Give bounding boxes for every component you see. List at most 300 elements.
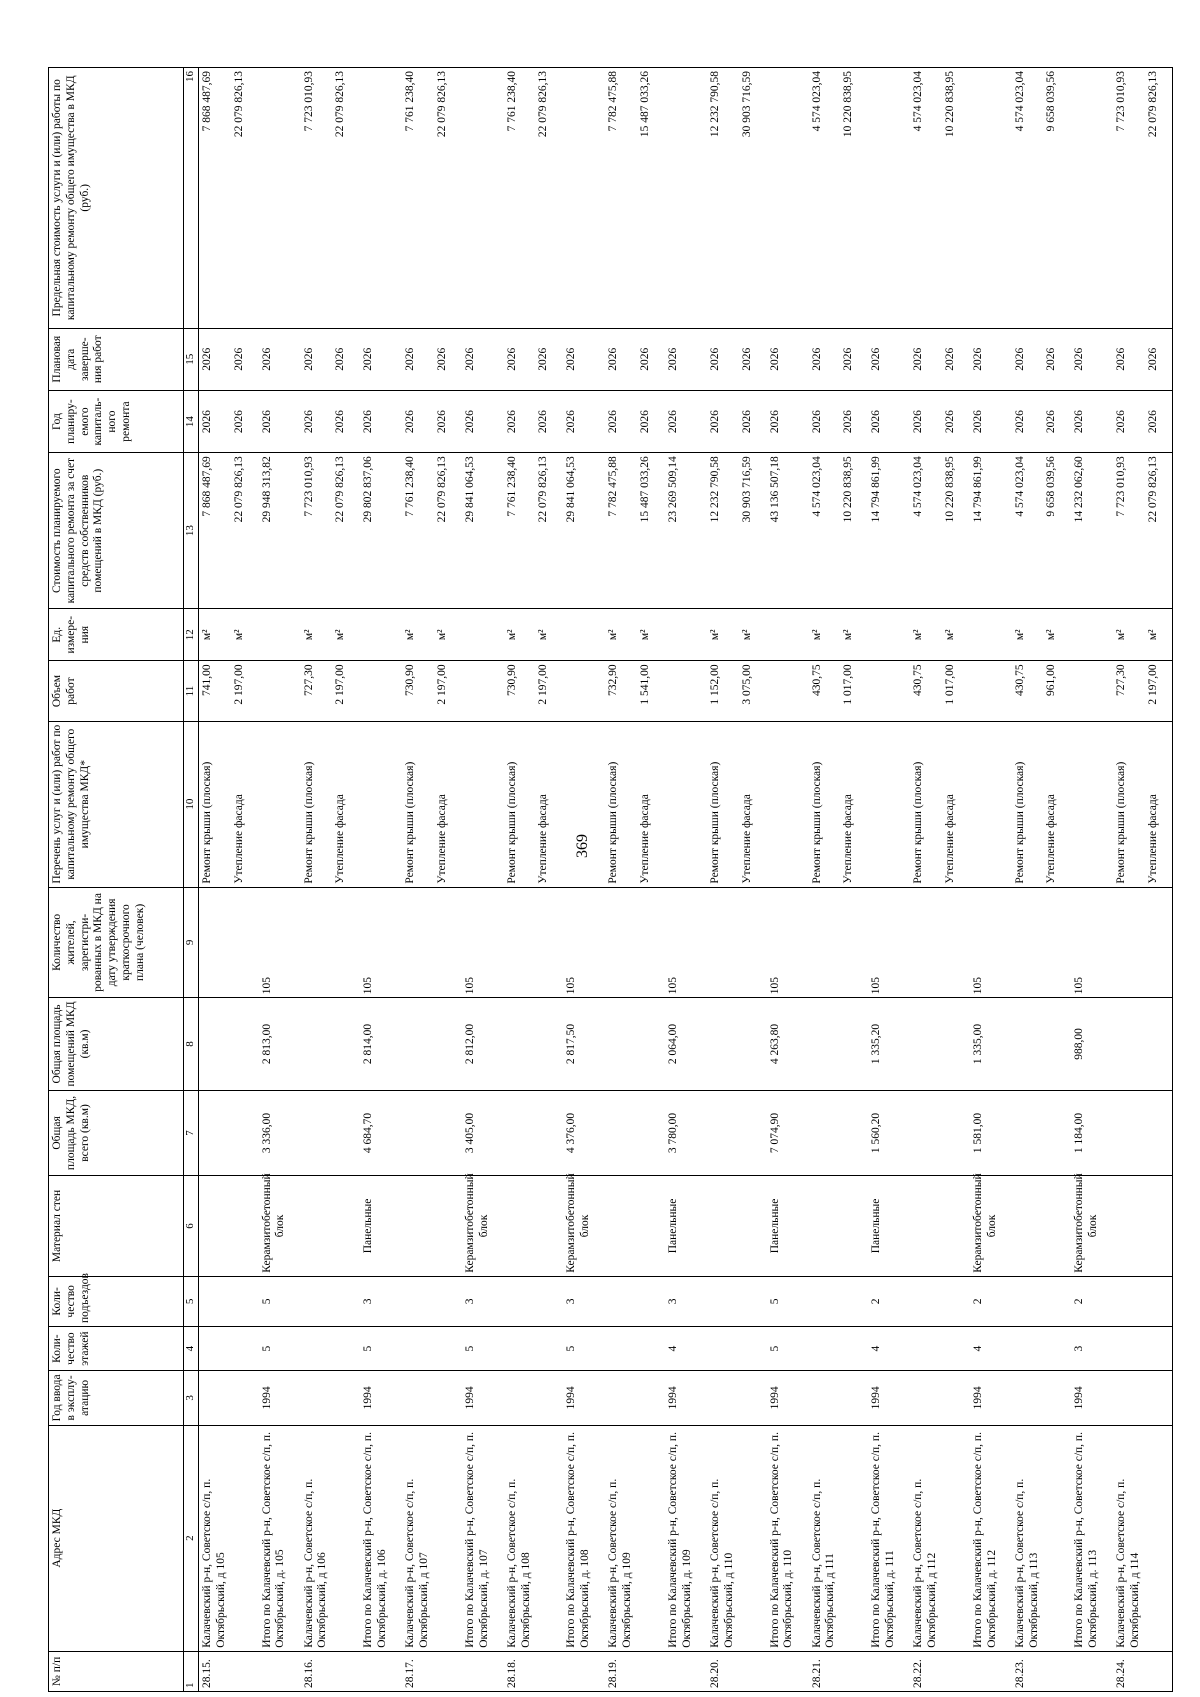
table-cell: 2026 xyxy=(1043,390,1071,452)
table-cell: Утепление фасада xyxy=(942,721,970,887)
table-cell: 29 841 064,53 xyxy=(462,453,504,609)
table-cell: 7 782 475,88 xyxy=(605,453,637,609)
table-cell xyxy=(840,1327,868,1371)
table-cell: 2026 xyxy=(942,390,970,452)
table-cell xyxy=(739,998,767,1091)
table-cell: 22 079 826,13 xyxy=(231,68,259,329)
table-cell: 5 xyxy=(767,1327,809,1371)
table-cell: 4 xyxy=(868,1327,910,1371)
table-cell xyxy=(809,998,841,1091)
table-row-total xyxy=(1071,68,1113,1692)
table-cell: 30 903 716,59 xyxy=(739,68,767,329)
table-cell xyxy=(231,1276,259,1326)
table-cell xyxy=(462,609,504,661)
table-cell: Калачевский р-н, Советское с/п, п. Октябрьский, д 112 xyxy=(910,1425,942,1651)
table-cell: Калачевский р-н, Советское с/п, п. Октябрьский, д 109 xyxy=(605,1425,637,1651)
table-cell xyxy=(1043,1090,1071,1175)
table-cell: Керамзитобетонный блок xyxy=(462,1176,504,1277)
table-cell xyxy=(402,1090,434,1175)
table-cell xyxy=(809,1176,841,1277)
table-cell xyxy=(868,68,910,329)
table-cell: 2026 xyxy=(535,390,563,452)
table-cell: м² xyxy=(1113,609,1145,661)
table-cell: 9 658 039,56 xyxy=(1043,68,1071,329)
table-cell: 7 761 238,40 xyxy=(402,68,434,329)
table-cell: 22 079 826,13 xyxy=(1145,453,1173,609)
table-cell xyxy=(868,609,910,661)
table-cell: Итого по Калачевский р-н, Советское с/п, п. Октябрьский, д. 113 xyxy=(1071,1425,1113,1651)
table-cell xyxy=(1071,1651,1113,1691)
table-cell: 2026 xyxy=(707,390,739,452)
column-index-cell: 3 xyxy=(184,1371,199,1425)
table-cell: Итого по Калачевский р-н, Советское с/п, п. Октябрьский, д. 106 xyxy=(360,1425,402,1651)
table-cell: Панельные xyxy=(665,1176,707,1277)
table-row xyxy=(332,68,360,1692)
table-cell: 22 079 826,13 xyxy=(434,68,462,329)
table-cell xyxy=(402,1176,434,1277)
table-cell xyxy=(1012,1090,1044,1175)
table-cell: 105 xyxy=(563,887,605,998)
table-cell xyxy=(1043,1651,1071,1691)
table-cell xyxy=(199,1176,231,1277)
table-cell xyxy=(665,1651,707,1691)
table-cell: 2 197,00 xyxy=(332,661,360,721)
column-index-cell: 15 xyxy=(184,328,199,390)
table-cell xyxy=(910,1090,942,1175)
table-cell: 3 405,00 xyxy=(462,1090,504,1175)
table-cell: 2026 xyxy=(868,390,910,452)
table-cell: 7 074,90 xyxy=(767,1090,809,1175)
table-cell: 22 079 826,13 xyxy=(332,453,360,609)
table-cell: 28.19. xyxy=(605,1651,637,1691)
table-cell: 2026 xyxy=(637,390,665,452)
table-cell xyxy=(809,1276,841,1326)
table-cell: 14 794 861,99 xyxy=(970,453,1012,609)
table-cell xyxy=(563,1651,605,1691)
table-cell xyxy=(504,1090,536,1175)
table-row-total xyxy=(259,68,301,1692)
table-cell xyxy=(504,887,536,998)
table-cell: 2026 xyxy=(1071,390,1113,452)
table-cell: 5 xyxy=(259,1327,301,1371)
table-cell xyxy=(605,1327,637,1371)
table-cell xyxy=(910,1327,942,1371)
table-cell xyxy=(767,68,809,329)
table-cell: 2026 xyxy=(360,390,402,452)
table-cell xyxy=(1113,1090,1145,1175)
page-number: 369 xyxy=(574,834,591,858)
table-cell xyxy=(665,68,707,329)
table-cell: 730,90 xyxy=(504,661,536,721)
table-cell: 28.15. xyxy=(199,1651,231,1691)
table-cell xyxy=(767,661,809,721)
table-cell: Утепление фасада xyxy=(637,721,665,887)
table-cell: 1994 xyxy=(462,1371,504,1425)
table-cell: 5 xyxy=(563,1327,605,1371)
table-cell: 2026 xyxy=(504,328,536,390)
table-cell: 4 574 023,04 xyxy=(809,453,841,609)
table-cell xyxy=(1071,68,1113,329)
column-index-row xyxy=(184,68,199,1692)
table-cell xyxy=(707,998,739,1091)
table-cell xyxy=(942,1425,970,1651)
table-cell xyxy=(739,1651,767,1691)
table-cell xyxy=(665,721,707,887)
table-cell xyxy=(259,661,301,721)
table-cell xyxy=(535,998,563,1091)
table-cell xyxy=(605,887,637,998)
table-cell: Утепление фасада xyxy=(231,721,259,887)
table-cell: м² xyxy=(910,609,942,661)
table-cell: 2026 xyxy=(535,328,563,390)
table-cell xyxy=(434,1425,462,1651)
rotated-table-container xyxy=(48,67,1176,1692)
table-cell xyxy=(605,1176,637,1277)
table-cell: 22 079 826,13 xyxy=(535,453,563,609)
table-cell xyxy=(360,721,402,887)
table-cell: 43 136 507,18 xyxy=(767,453,809,609)
table-cell: м² xyxy=(1145,609,1173,661)
table-cell xyxy=(231,1425,259,1651)
table-cell: 4 574 023,04 xyxy=(910,453,942,609)
table-cell: 2026 xyxy=(809,390,841,452)
table-cell xyxy=(942,1176,970,1277)
table-cell: 2026 xyxy=(231,328,259,390)
table-cell xyxy=(1071,609,1113,661)
table-row-total xyxy=(462,68,504,1692)
table-cell xyxy=(910,1276,942,1326)
table-cell: Ремонт крыши (плоская) xyxy=(910,721,942,887)
table-cell: 2026 xyxy=(809,328,841,390)
table-cell xyxy=(434,1176,462,1277)
table-cell xyxy=(1145,1176,1173,1277)
table-cell xyxy=(840,1090,868,1175)
table-cell: Итого по Калачевский р-н, Советское с/п, п. Октябрьский, д. 112 xyxy=(970,1425,1012,1651)
table-cell: 2026 xyxy=(434,328,462,390)
column-index-cell: 10 xyxy=(184,721,199,887)
table-cell xyxy=(301,1327,333,1371)
table-cell xyxy=(332,1090,360,1175)
table-cell: Калачевский р-н, Советское с/п, п. Октябрьский, д 110 xyxy=(707,1425,739,1651)
table-cell: 3 780,00 xyxy=(665,1090,707,1175)
table-cell: 1 335,20 xyxy=(868,998,910,1091)
column-header: Ед. измере-ния xyxy=(49,609,184,661)
table-cell: 1994 xyxy=(259,1371,301,1425)
table-cell xyxy=(1071,661,1113,721)
table-cell xyxy=(231,1327,259,1371)
table-cell xyxy=(868,661,910,721)
table-row xyxy=(402,68,434,1692)
table-cell xyxy=(707,1276,739,1326)
table-cell xyxy=(840,887,868,998)
table-cell xyxy=(1043,1327,1071,1371)
capital-repair-table xyxy=(48,67,1173,1692)
table-cell: 2026 xyxy=(739,390,767,452)
table-cell xyxy=(332,1276,360,1326)
table-cell: 12 232 790,58 xyxy=(707,68,739,329)
column-header: Коли-чество подъездов xyxy=(49,1276,184,1326)
table-cell: 28.24. xyxy=(1113,1651,1145,1691)
table-cell: 2026 xyxy=(563,390,605,452)
table-cell: 22 079 826,13 xyxy=(332,68,360,329)
table-cell xyxy=(563,721,605,887)
table-cell: 2026 xyxy=(868,328,910,390)
table-row xyxy=(840,68,868,1692)
table-cell xyxy=(707,1176,739,1277)
table-cell xyxy=(1145,1276,1173,1326)
table-cell xyxy=(332,887,360,998)
table-cell: 1994 xyxy=(767,1371,809,1425)
table-cell: 2026 xyxy=(665,328,707,390)
table-cell: 2026 xyxy=(563,328,605,390)
table-cell xyxy=(605,1276,637,1326)
table-cell: 1 152,00 xyxy=(707,661,739,721)
table-row-total xyxy=(767,68,809,1692)
table-cell: 1 581,00 xyxy=(970,1090,1012,1175)
table-cell xyxy=(199,1276,231,1326)
table-row-total xyxy=(360,68,402,1692)
table-cell xyxy=(942,1651,970,1691)
table-cell: м² xyxy=(535,609,563,661)
table-cell: 2026 xyxy=(665,390,707,452)
table-cell xyxy=(605,1371,637,1425)
table-cell: 28.21. xyxy=(809,1651,841,1691)
table-cell xyxy=(1145,1090,1173,1175)
table-row xyxy=(707,68,739,1692)
table-cell xyxy=(1012,998,1044,1091)
column-index-cell: 1 xyxy=(184,1651,199,1691)
table-cell: Утепление фасада xyxy=(434,721,462,887)
table-cell: Калачевский р-н, Советское с/п, п. Октябрьский, д 108 xyxy=(504,1425,536,1651)
table-cell: 2 197,00 xyxy=(434,661,462,721)
table-row-total xyxy=(563,68,605,1692)
table-cell: Итого по Калачевский р-н, Советское с/п, п. Октябрьский, д. 108 xyxy=(563,1425,605,1651)
table-cell xyxy=(868,721,910,887)
table-cell xyxy=(637,1371,665,1425)
table-cell: 1994 xyxy=(665,1371,707,1425)
table-cell xyxy=(1113,1327,1145,1371)
table-row xyxy=(1145,68,1173,1692)
table-cell xyxy=(739,1371,767,1425)
table-cell: 105 xyxy=(767,887,809,998)
table-cell: Керамзитобетонный блок xyxy=(563,1176,605,1277)
table-cell xyxy=(1145,1425,1173,1651)
table-cell xyxy=(1043,1276,1071,1326)
table-cell xyxy=(707,1090,739,1175)
table-cell: 10 220 838,95 xyxy=(942,453,970,609)
table-cell xyxy=(434,998,462,1091)
table-cell xyxy=(332,1651,360,1691)
table-row xyxy=(910,68,942,1692)
table-cell xyxy=(231,887,259,998)
table-cell: 22 079 826,13 xyxy=(434,453,462,609)
table-cell: 1 560,20 xyxy=(868,1090,910,1175)
table-cell xyxy=(301,1371,333,1425)
table-cell: 2026 xyxy=(462,390,504,452)
table-cell xyxy=(301,1276,333,1326)
table-cell: 28.17. xyxy=(402,1651,434,1691)
table-row-total xyxy=(665,68,707,1692)
table-cell xyxy=(637,1327,665,1371)
column-index-cell: 14 xyxy=(184,390,199,452)
table-cell: 28.23. xyxy=(1012,1651,1044,1691)
table-cell xyxy=(360,68,402,329)
column-header: Стоимость планируемого капитального ремонта за счет средств собственников помещений в МКД (руб.) xyxy=(49,453,184,609)
table-cell xyxy=(1145,1651,1173,1691)
table-cell xyxy=(259,721,301,887)
table-cell xyxy=(504,1327,536,1371)
table-cell xyxy=(739,1327,767,1371)
table-cell: 2026 xyxy=(1145,328,1173,390)
table-cell xyxy=(767,721,809,887)
table-cell: 4 574 023,04 xyxy=(1012,453,1044,609)
table-cell xyxy=(535,1090,563,1175)
table-cell: 5 xyxy=(462,1327,504,1371)
table-cell xyxy=(942,1090,970,1175)
table-cell: 4 574 023,04 xyxy=(1012,68,1044,329)
table-cell xyxy=(462,661,504,721)
table-cell xyxy=(434,1327,462,1371)
table-row-total xyxy=(970,68,1012,1692)
table-cell xyxy=(1043,998,1071,1091)
table-cell: 28.22. xyxy=(910,1651,942,1691)
table-cell xyxy=(707,1371,739,1425)
table-row xyxy=(434,68,462,1692)
table-cell xyxy=(231,1176,259,1277)
table-cell: 7 723 010,93 xyxy=(301,453,333,609)
table-cell: 2026 xyxy=(1012,390,1044,452)
table-cell: Ремонт крыши (плоская) xyxy=(1113,721,1145,887)
table-cell xyxy=(301,998,333,1091)
table-cell xyxy=(840,998,868,1091)
column-header: Плановая дата заверше-ния работ xyxy=(49,328,184,390)
table-cell: 430,75 xyxy=(1012,661,1044,721)
table-cell: 15 487 033,26 xyxy=(637,68,665,329)
table-cell: 2 xyxy=(868,1276,910,1326)
table-cell: 28.20. xyxy=(707,1651,739,1691)
table-cell xyxy=(231,998,259,1091)
table-cell: 105 xyxy=(462,887,504,998)
table-cell xyxy=(360,1651,402,1691)
table-cell: Утепление фасада xyxy=(1145,721,1173,887)
table-cell: Панельные xyxy=(767,1176,809,1277)
table-cell: 2026 xyxy=(434,390,462,452)
table-cell: м² xyxy=(231,609,259,661)
table-cell xyxy=(332,1327,360,1371)
table-cell xyxy=(301,887,333,998)
table-cell: 23 269 509,14 xyxy=(665,453,707,609)
table-cell xyxy=(1012,1176,1044,1277)
table-cell xyxy=(434,1651,462,1691)
table-cell: м² xyxy=(942,609,970,661)
table-cell xyxy=(665,661,707,721)
table-cell: 1 017,00 xyxy=(840,661,868,721)
table-row xyxy=(605,68,637,1692)
table-cell xyxy=(259,68,301,329)
table-cell xyxy=(767,1651,809,1691)
table-cell: м² xyxy=(809,609,841,661)
table-cell: 2026 xyxy=(199,328,231,390)
table-cell: 105 xyxy=(1071,887,1113,998)
table-cell xyxy=(910,887,942,998)
table-cell: м² xyxy=(1012,609,1044,661)
table-cell: 430,75 xyxy=(809,661,841,721)
table-cell: 105 xyxy=(665,887,707,998)
table-cell xyxy=(637,887,665,998)
table-cell: 727,30 xyxy=(301,661,333,721)
table-cell: 2026 xyxy=(637,328,665,390)
table-cell: Калачевский р-н, Советское с/п, п. Октябрьский, д 107 xyxy=(402,1425,434,1651)
table-cell xyxy=(1071,721,1113,887)
table-cell: Керамзитобетонный блок xyxy=(970,1176,1012,1277)
table-cell xyxy=(434,887,462,998)
table-cell xyxy=(665,609,707,661)
table-cell: 2026 xyxy=(462,328,504,390)
column-index-cell: 12 xyxy=(184,609,199,661)
table-cell: Калачевский р-н, Советское с/п, п. Октябрьский, д 114 xyxy=(1113,1425,1145,1651)
table-cell: Ремонт крыши (плоская) xyxy=(504,721,536,887)
table-cell: 2026 xyxy=(301,390,333,452)
table-cell xyxy=(360,609,402,661)
table-cell: 2026 xyxy=(199,390,231,452)
table-cell xyxy=(637,1176,665,1277)
table-cell: 29 841 064,53 xyxy=(563,453,605,609)
table-cell xyxy=(504,1176,536,1277)
table-cell: 2 xyxy=(1071,1276,1113,1326)
table-cell xyxy=(535,1425,563,1651)
table-cell: 2026 xyxy=(332,328,360,390)
table-row xyxy=(1113,68,1145,1692)
table-cell: 3 xyxy=(665,1276,707,1326)
table-cell: 10 220 838,95 xyxy=(840,453,868,609)
table-cell: Ремонт крыши (плоская) xyxy=(301,721,333,887)
table-cell xyxy=(301,1090,333,1175)
table-cell: 105 xyxy=(259,887,301,998)
table-cell xyxy=(462,721,504,887)
table-cell: 3 336,00 xyxy=(259,1090,301,1175)
table-cell xyxy=(535,1176,563,1277)
table-cell: 105 xyxy=(360,887,402,998)
table-cell: 10 220 838,95 xyxy=(840,68,868,329)
column-header: Общая площадь МКД, всего (кв.м) xyxy=(49,1090,184,1175)
table-cell xyxy=(504,1371,536,1425)
table-cell xyxy=(434,1371,462,1425)
table-cell xyxy=(942,1276,970,1326)
table-cell xyxy=(535,887,563,998)
table-cell: 2026 xyxy=(259,390,301,452)
table-cell: 4 574 023,04 xyxy=(809,68,841,329)
column-header: Количество жителей, зарегистри-рованных в МКД на дату утверждения краткосрочного плана (человек) xyxy=(49,887,184,998)
table-cell xyxy=(707,887,739,998)
table-cell: 2026 xyxy=(1043,328,1071,390)
table-cell: 4 263,80 xyxy=(767,998,809,1091)
table-cell: м² xyxy=(402,609,434,661)
table-cell: Панельные xyxy=(868,1176,910,1277)
table-cell xyxy=(1012,887,1044,998)
table-cell: Утепление фасада xyxy=(739,721,767,887)
table-cell xyxy=(739,1090,767,1175)
column-index-cell: 16 xyxy=(184,68,199,329)
table-cell: 1 184,00 xyxy=(1071,1090,1113,1175)
table-cell: 28.16. xyxy=(301,1651,333,1691)
table-cell: м² xyxy=(707,609,739,661)
table-cell: 105 xyxy=(970,887,1012,998)
table-cell xyxy=(332,1371,360,1425)
table-cell: Утепление фасада xyxy=(332,721,360,887)
table-cell xyxy=(563,609,605,661)
table-row xyxy=(1043,68,1071,1692)
table-cell: 7 723 010,93 xyxy=(1113,453,1145,609)
